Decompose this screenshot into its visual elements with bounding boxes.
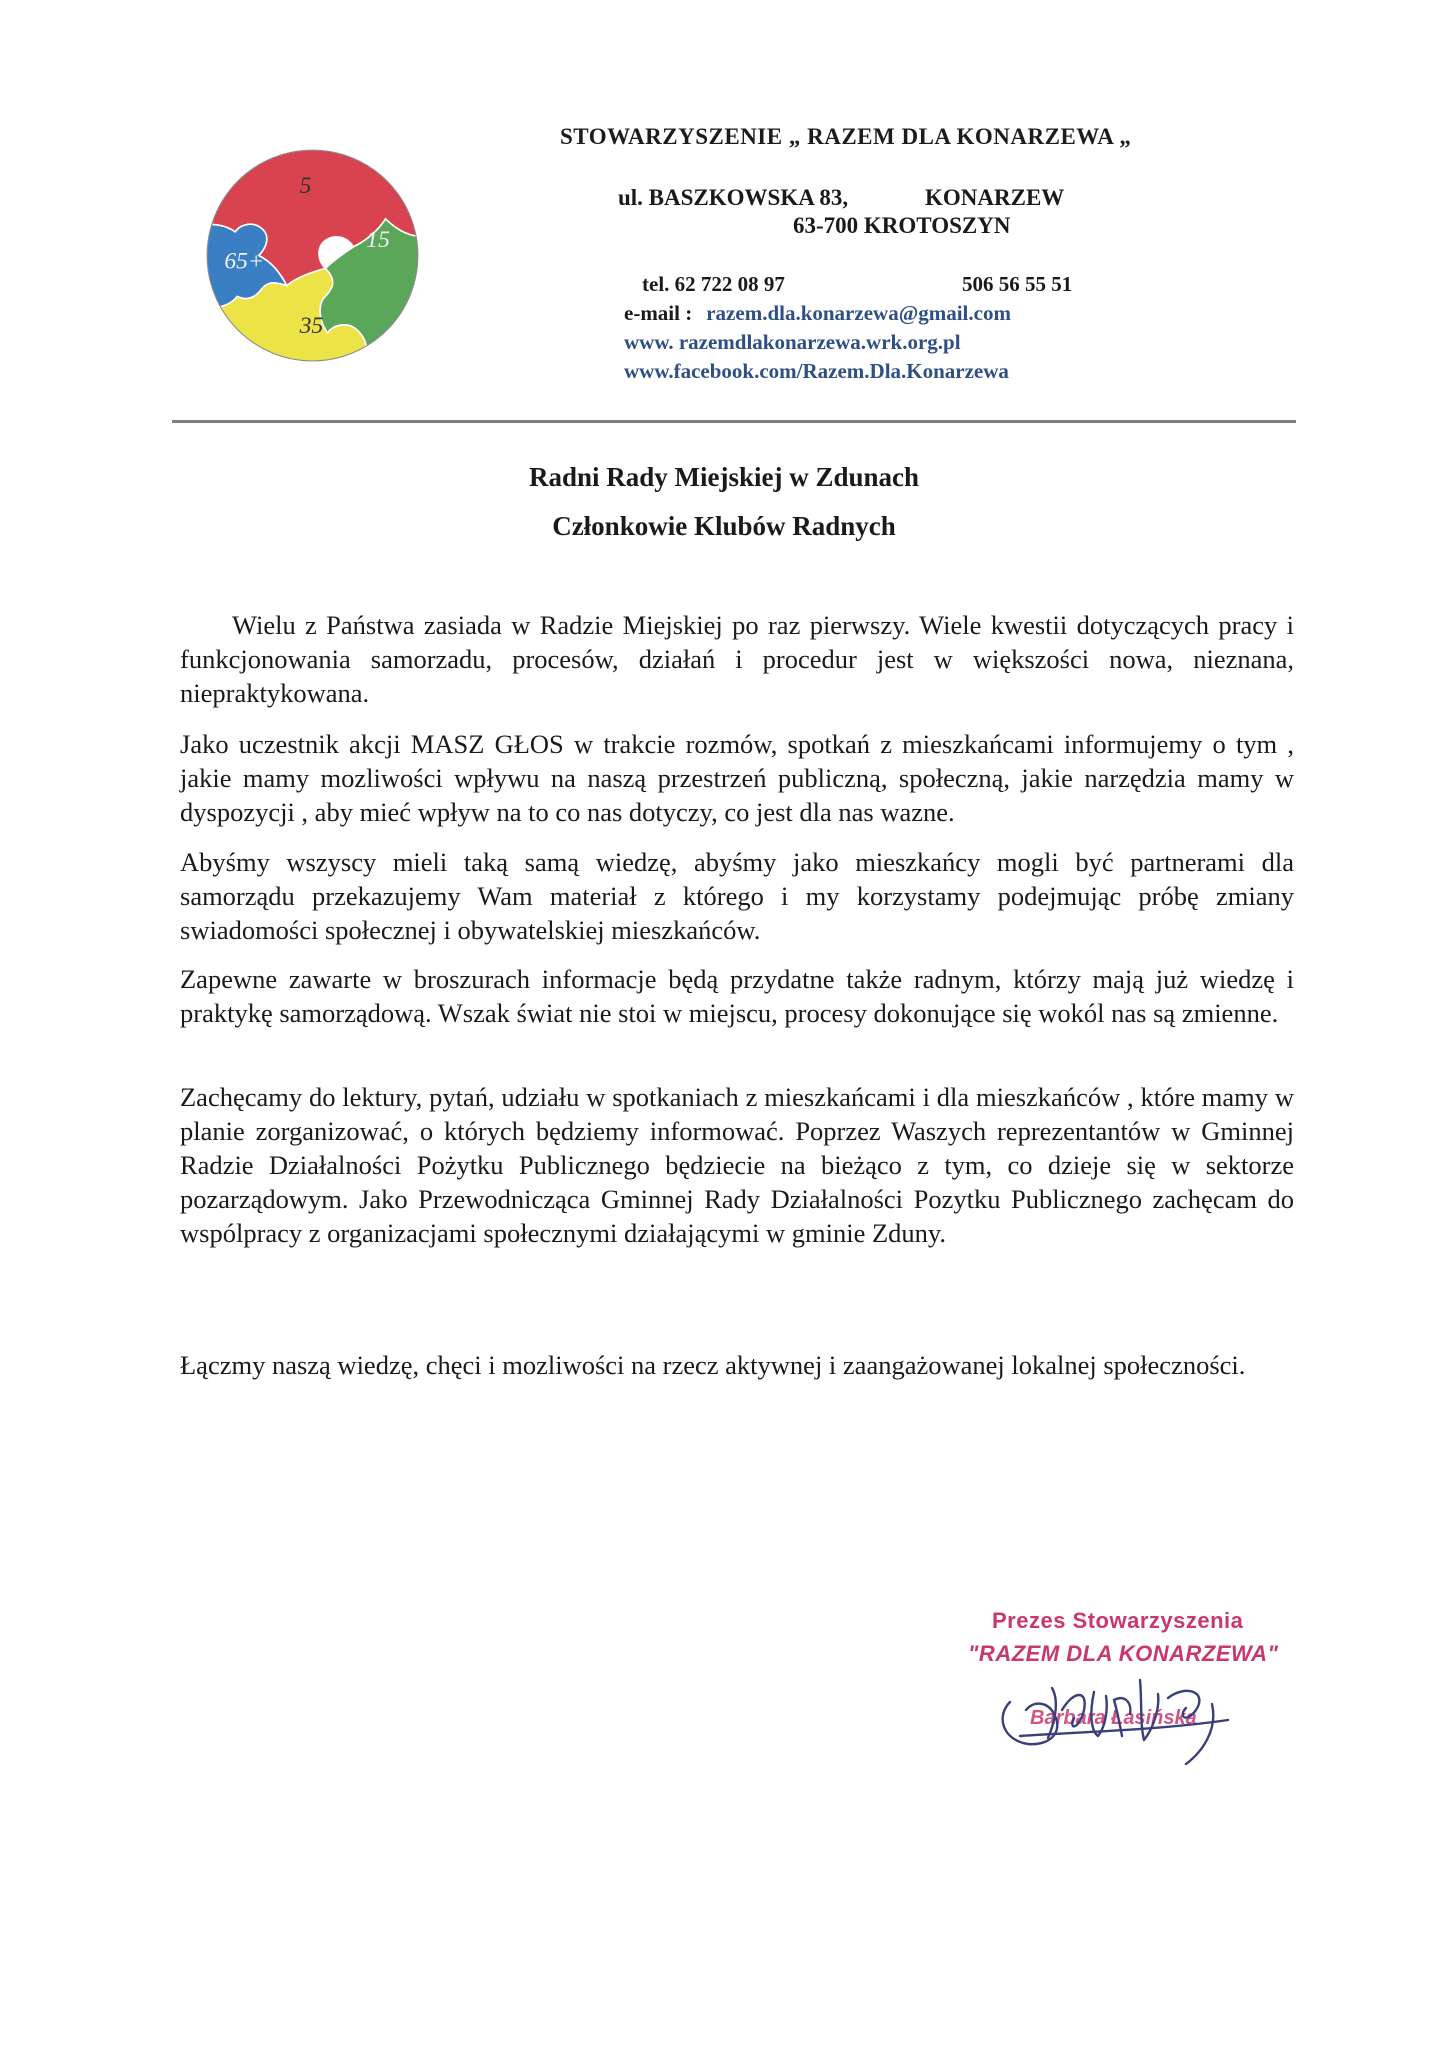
stamp-organization: "RAZEM DLA KONARZEWA" <box>968 1641 1279 1666</box>
stamp-name: Barbara Łasińska <box>1030 1707 1197 1729</box>
address-village: KONARZEW <box>925 185 1065 210</box>
logo-piece-label: 65+ <box>224 248 264 275</box>
logo-piece-label: 35 <box>299 312 324 339</box>
phone-number: tel. 62 722 08 97 <box>642 272 785 296</box>
mobile-number: 506 56 55 51 <box>962 272 1073 296</box>
email-row <box>624 301 1011 326</box>
letterhead-divider <box>172 420 1296 423</box>
address-city: 63-700 KROTOSZYN <box>793 213 1011 238</box>
logo-piece-label: 5 <box>299 173 312 200</box>
email-address: razem.dla.konarzewa@gmail.com <box>706 301 1011 325</box>
addressee-line-2: Członkowie Klubów Radnych <box>552 511 896 541</box>
body-paragraph: Zachęcamy do lektury, pytań, udziału w spotkaniach z mieszkańcami i dla mieszkańców , które mamy w planie zorganizować, o których będziemy informować. Poprzez Waszych reprezentantów w Gminnej Radzie Działalności Pożytku Publicznego będziecie na bieżąco z tym, co dzieje się w sektorze pozarządowym. Jako Przewodnicząca Gminnej Rady Działalności Pozytku Publicznego zachęcam do wspólpracy z organizacjami społecznymi działającymi w gminie Zduny. <box>180 1082 1294 1248</box>
handwritten-signature-icon <box>990 1640 1250 1765</box>
website-address: www. razemdlakonarzewa.wrk.org.pl <box>624 330 961 354</box>
addressee-line-1: Radni Rady Miejskiej w Zdunach <box>528 462 920 492</box>
closing-paragraph: Łączmy naszą wiedzę, chęci i mozliwości na rzecz aktywnej i zaangażowanej lokalnej społeczności. <box>180 1350 1246 1380</box>
organization-name: STOWARZYSZENIE „ RAZEM DLA KONARZEWA „ <box>560 124 1132 149</box>
puzzle-circle-logo-icon <box>205 148 420 363</box>
email-label: e-mail : <box>624 301 693 325</box>
body-paragraph: Zapewne zawarte w broszurach informacje będą przydatne także radnym, którzy mają już wiedzę i praktykę samorządową. Wszak świat nie stoi w miejscu, procesy dokonujące się wokól nas są zmienne. <box>180 964 1294 1028</box>
body-paragraph: Jako uczestnik akcji MASZ GŁOS w trakcie rozmów, spotkań z mieszkańcami informujemy o tym , jakie mamy mozliwości wpływu na naszą przestrzeń publiczną, społeczną, jakie narzędzia mamy w dyspozycji , aby mieć wpływ na to co nas dotyczy, co jest dla nas wazne. <box>180 729 1294 827</box>
address-street: ul. BASZKOWSKA 83, <box>618 185 849 210</box>
logo-piece-label: 15 <box>366 226 390 253</box>
body-paragraph: Wielu z Państwa zasiada w Radzie Miejskiej po raz pierwszy. Wiele kwestii dotyczących pracy i funkcjonowania samorzadu, procesów, działań i procedur jest w większości nowa, nieznana, niepraktykowana. <box>180 610 1294 708</box>
body-paragraph: Abyśmy wszyscy mieli taką samą wiedzę, abyśmy jako mieszkańcy mogli być partnerami dla samorządu przekazujemy Wam materiał z którego i my korzystamy podejmując próbę zmiany swiadomości społecznej i obywatelskiej mieszkańców. <box>180 847 1294 945</box>
stamp-title: Prezes Stowarzyszenia <box>992 1608 1244 1633</box>
facebook-address: www.facebook.com/Razem.Dla.Konarzewa <box>624 359 1009 383</box>
